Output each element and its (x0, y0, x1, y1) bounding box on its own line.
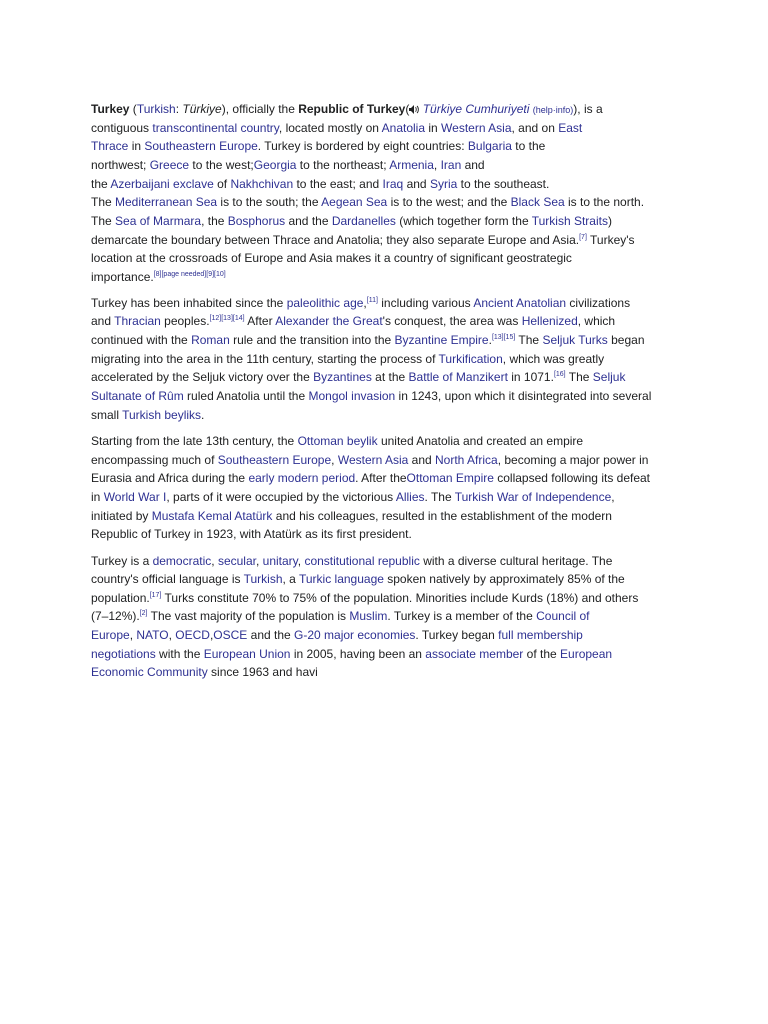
text-run: importance. (91, 270, 154, 284)
text-run: , located mostly on (278, 121, 382, 135)
text-run: Türkiye (182, 102, 222, 116)
text-line (91, 352, 604, 367)
text-run: peoples. (160, 314, 210, 328)
text-run: After (244, 314, 276, 328)
text-run: spoken natively by approximately 85% of the (383, 572, 625, 586)
citation-ref[interactable]: [2] (139, 610, 148, 617)
text-run: , (433, 158, 441, 172)
text-run: , parts of it were occupied by the victorious (166, 490, 396, 504)
link-turkish[interactable]: Turkish (243, 572, 283, 586)
link-mediterranean-sea[interactable]: Mediterranean Sea (115, 195, 218, 209)
link-byzantines[interactable]: Byzantines (313, 370, 372, 384)
text-line (91, 270, 226, 285)
link-sultanate-of-rum[interactable]: Sultanate of Rûm (91, 389, 184, 403)
text-line (91, 591, 638, 606)
citation-ref[interactable]: [8][page needed][9][10] (153, 271, 226, 278)
text-line (91, 195, 644, 210)
text-run: ), is a (573, 102, 603, 116)
text-line (91, 647, 612, 662)
text-run: Republic of Turkey in 1923, with Atatürk as its first president. (91, 527, 412, 541)
link-oecd[interactable]: OECD (175, 628, 210, 642)
text-line (91, 251, 572, 266)
text-run: with a diverse cultural heritage. The (419, 554, 613, 568)
text-line (91, 389, 651, 404)
text-run: in 2005, having been an (290, 647, 426, 661)
link-economic-community[interactable]: Economic Community (91, 665, 208, 679)
text-run: The (565, 370, 593, 384)
link-help-info[interactable]: (help·info) (532, 105, 574, 115)
text-run: with the (155, 647, 204, 661)
text-run: since 1963 and havi (207, 665, 318, 679)
link-iraq[interactable]: Iraq (382, 177, 404, 191)
text-run: is to the north. (564, 195, 645, 209)
text-run: the (91, 177, 111, 191)
citation-ref[interactable]: [13][15] (491, 334, 516, 341)
text-run: in (91, 490, 104, 504)
text-run: to the east; and (293, 177, 383, 191)
link-turkiye-cumhuriyeti[interactable]: Türkiye Cumhuriyeti (422, 102, 530, 116)
link-roman[interactable]: Roman (191, 333, 230, 347)
link-southeastern-europe[interactable]: Southeastern Europe (217, 453, 332, 467)
text-run: (which together form the (395, 214, 532, 228)
text-run: Turkey (91, 102, 130, 116)
text-line (91, 408, 204, 423)
text-run: demarcate the boundary between Thrace and Anatolia; they also separate Europe and Asia. (91, 233, 580, 247)
text-run: The (515, 333, 543, 347)
text-run: and the (247, 628, 295, 642)
link-battle-of-manzikert[interactable]: Battle of Manzikert (408, 370, 508, 384)
text-run: and (403, 177, 430, 191)
link-secular[interactable]: secular (217, 554, 256, 568)
link-ancient-anatolian[interactable]: Ancient Anatolian (473, 296, 567, 310)
text-run: and (461, 158, 485, 172)
link-southeastern-europe[interactable]: Southeastern Europe (144, 139, 258, 153)
text-run: , which (577, 314, 616, 328)
text-run: rule and the transition into the (229, 333, 395, 347)
text-run: of the (523, 647, 561, 661)
text-run: encompassing much of (91, 453, 218, 467)
link-turkish-beyliks[interactable]: Turkish beyliks (122, 408, 202, 422)
text-line (91, 628, 583, 643)
text-line (91, 572, 625, 587)
text-line (91, 102, 603, 118)
text-run: , (129, 628, 137, 642)
text-line (91, 158, 485, 173)
text-run: Turkey has been inhabited since the (91, 296, 287, 310)
text-run: in 1243, upon which it disintegrated into several (395, 389, 652, 403)
link-georgia[interactable]: Georgia (253, 158, 297, 172)
text-run: Turkey's (586, 233, 635, 247)
link-alexander-the-great[interactable]: Alexander the Great (275, 314, 383, 328)
text-run: location at the crossroads of Europe and Asia makes it a country of significant geostrategic (91, 251, 572, 265)
text-run: , (611, 490, 615, 504)
text-run: civilizations (566, 296, 631, 310)
link-muslim[interactable]: Muslim (349, 609, 388, 623)
link-turkic-language[interactable]: Turkic language (298, 572, 384, 586)
text-run: ), officially the (221, 102, 299, 116)
link-seljuk-turks[interactable]: Seljuk Turks (542, 333, 608, 347)
text-run: Eurasia and Africa during the (91, 471, 249, 485)
text-line (91, 139, 545, 154)
text-run: , (255, 554, 263, 568)
text-run: to the northeast; (296, 158, 390, 172)
link-mustafa-kemal-ataturk[interactable]: Mustafa Kemal Atatürk (151, 509, 273, 523)
text-run: and his colleagues, resulted in the establishment of the modern (272, 509, 612, 523)
text-run: , (168, 628, 176, 642)
text-run: . (488, 333, 492, 347)
citation-ref[interactable]: [16] (553, 371, 566, 378)
link-bulgaria[interactable]: Bulgaria (467, 139, 512, 153)
text-run: to the southeast. (457, 177, 550, 191)
text-run: , which was greatly (502, 352, 605, 366)
link-world-war-i[interactable]: World War I (103, 490, 167, 504)
link-nato[interactable]: NATO (136, 628, 169, 642)
text-run: The vast majority of the population is (147, 609, 350, 623)
text-run: , (331, 453, 338, 467)
link-council-of[interactable]: Council of (536, 609, 590, 623)
text-run: ( (129, 102, 137, 116)
text-run: , (363, 296, 367, 310)
text-run: . Turkey is a member of the (387, 609, 537, 623)
text-line (91, 121, 582, 136)
link-allies[interactable]: Allies (395, 490, 425, 504)
link-north-africa[interactable]: North Africa (435, 453, 498, 467)
citation-ref[interactable]: [11] (366, 297, 378, 304)
text-run: including various (377, 296, 474, 310)
text-line (91, 554, 612, 569)
link-azerbaijani-exclave[interactable]: Azerbaijani exclave (110, 177, 214, 191)
text-run: , and on (511, 121, 559, 135)
link-associate-member[interactable]: associate member (425, 647, 524, 661)
text-line (91, 665, 318, 680)
text-run: and (408, 453, 436, 467)
text-run: to the (511, 139, 546, 153)
text-run: . After the (355, 471, 407, 485)
text-run: ( (405, 102, 410, 116)
link-turkish-straits[interactable]: Turkish Straits (531, 214, 608, 228)
link-western-asia[interactable]: Western Asia (441, 121, 512, 135)
text-run: , (209, 628, 214, 642)
text-run: continued with the (91, 333, 192, 347)
text-run: in (425, 121, 442, 135)
citation-ref[interactable]: [7] (579, 234, 587, 241)
link-armenia[interactable]: Armenia (389, 158, 434, 172)
citation-ref[interactable]: [12][13][14] (209, 315, 245, 322)
link-iran[interactable]: Iran (440, 158, 462, 172)
link-nakhchivan[interactable]: Nakhchivan (230, 177, 294, 191)
link-black-sea[interactable]: Black Sea (510, 195, 565, 209)
text-run: , becoming a major power in (497, 453, 649, 467)
text-line (91, 453, 648, 468)
text-run: (7–12%). (91, 609, 140, 623)
text-line (91, 490, 615, 505)
link-constitutional-republic[interactable]: constitutional republic (304, 554, 420, 568)
link-turkish-war-of-independence[interactable]: Turkish War of Independence (454, 490, 612, 504)
link-osce[interactable]: OSCE (213, 628, 248, 642)
link-democratic[interactable]: democratic (152, 554, 212, 568)
text-run: Turks constitute 70% to 75% of the population. Minorities include Kurds (18%) and others (161, 591, 639, 605)
text-line (91, 177, 549, 192)
text-run: Republic of Turkey (298, 102, 406, 116)
text-run: accelerated by the Seljuk victory over the (91, 370, 314, 384)
text-line (91, 471, 650, 486)
link-unitary[interactable]: unitary (262, 554, 298, 568)
text-run: united Anatolia and created an empire (377, 434, 584, 448)
link-aegean-sea[interactable]: Aegean Sea (321, 195, 388, 209)
link-early-modern-period[interactable]: early modern period (248, 471, 356, 485)
text-run: collapsed following its defeat (493, 471, 651, 485)
text-run: The (91, 214, 116, 228)
text-run: , the (201, 214, 228, 228)
text-line (91, 609, 590, 624)
link-western-asia[interactable]: Western Asia (337, 453, 409, 467)
text-line (91, 370, 625, 385)
text-run: and (91, 314, 115, 328)
link-european-union[interactable]: European Union (203, 647, 291, 661)
link-sea-of-marmara[interactable]: Sea of Marmara (115, 214, 202, 228)
text-run: of (213, 177, 231, 191)
text-run: ruled Anatolia until the (183, 389, 309, 403)
link-dardanelles[interactable]: Dardanelles (331, 214, 396, 228)
speaker-icon[interactable] (409, 103, 419, 112)
link-byzantine-empire[interactable]: Byzantine Empire (394, 333, 489, 347)
link-thrace[interactable]: Thrace (91, 139, 129, 153)
text-run: migrating into the area in the 11th century, starting the process of (91, 352, 439, 366)
link-european[interactable]: European (560, 647, 613, 661)
text-run: is to the south; the (217, 195, 322, 209)
text-run: small (91, 408, 123, 422)
text-line (91, 314, 615, 329)
link-anatolia[interactable]: Anatolia (381, 121, 426, 135)
text-run: , a (282, 572, 299, 586)
link-mongol-invasion[interactable]: Mongol invasion (308, 389, 396, 403)
text-run: 's conquest, the area was (382, 314, 522, 328)
link-bosphorus[interactable]: Bosphorus (227, 214, 286, 228)
text-run: , (297, 554, 305, 568)
link-syria[interactable]: Syria (429, 177, 458, 191)
link-ottoman-empire[interactable]: Ottoman Empire (406, 471, 494, 485)
text-run: . Turkey began (415, 628, 499, 642)
link-negotiations[interactable]: negotiations (91, 647, 156, 661)
text-run: in (128, 139, 145, 153)
link-greece[interactable]: Greece (149, 158, 190, 172)
text-run: . The (424, 490, 455, 504)
text-run: . Turkey is bordered by eight countries: (257, 139, 468, 153)
text-run: . (201, 408, 205, 422)
text-run: country's official language is (91, 572, 244, 586)
text-line (91, 434, 583, 449)
link-thracian[interactable]: Thracian (114, 314, 161, 328)
link-turkification[interactable]: Turkification (438, 352, 503, 366)
link-east[interactable]: East (558, 121, 583, 135)
link-full-membership[interactable]: full membership (498, 628, 583, 642)
text-line (91, 333, 645, 348)
text-line (91, 509, 612, 524)
text-run: to the west; (189, 158, 254, 172)
link-europe[interactable]: Europe (91, 628, 130, 642)
link-seljuk[interactable]: Seljuk (592, 370, 626, 384)
link-ottoman-beylik[interactable]: Ottoman beylik (297, 434, 378, 448)
link-hellenized[interactable]: Hellenized (521, 314, 578, 328)
link-paleolithic-age[interactable]: paleolithic age (286, 296, 364, 310)
text-run: contiguous (91, 121, 153, 135)
text-run: , (211, 554, 218, 568)
text-run: Turkey is a (91, 554, 153, 568)
text-run: in 1071. (507, 370, 554, 384)
text-run: ) (607, 214, 612, 228)
text-run: is to the west; and the (387, 195, 511, 209)
text-line (91, 527, 412, 542)
text-run: initiated by (91, 509, 152, 523)
text-run: and the (285, 214, 332, 228)
text-line (91, 296, 630, 311)
text-run: northwest; (91, 158, 150, 172)
link-transcontinental-country[interactable]: transcontinental country (152, 121, 279, 135)
link-turkish[interactable]: Turkish (136, 102, 176, 116)
link-g-20-major-economies[interactable]: G-20 major economies (294, 628, 416, 642)
text-line (91, 214, 612, 229)
text-line (91, 233, 635, 248)
text-run: Starting from the late 13th century, the (91, 434, 298, 448)
text-run: The (91, 195, 116, 209)
text-run: at the (371, 370, 409, 384)
text-run: population. (91, 591, 150, 605)
text-run: began (607, 333, 645, 347)
citation-ref[interactable]: [17] (149, 592, 162, 599)
text-run: : (175, 102, 183, 116)
